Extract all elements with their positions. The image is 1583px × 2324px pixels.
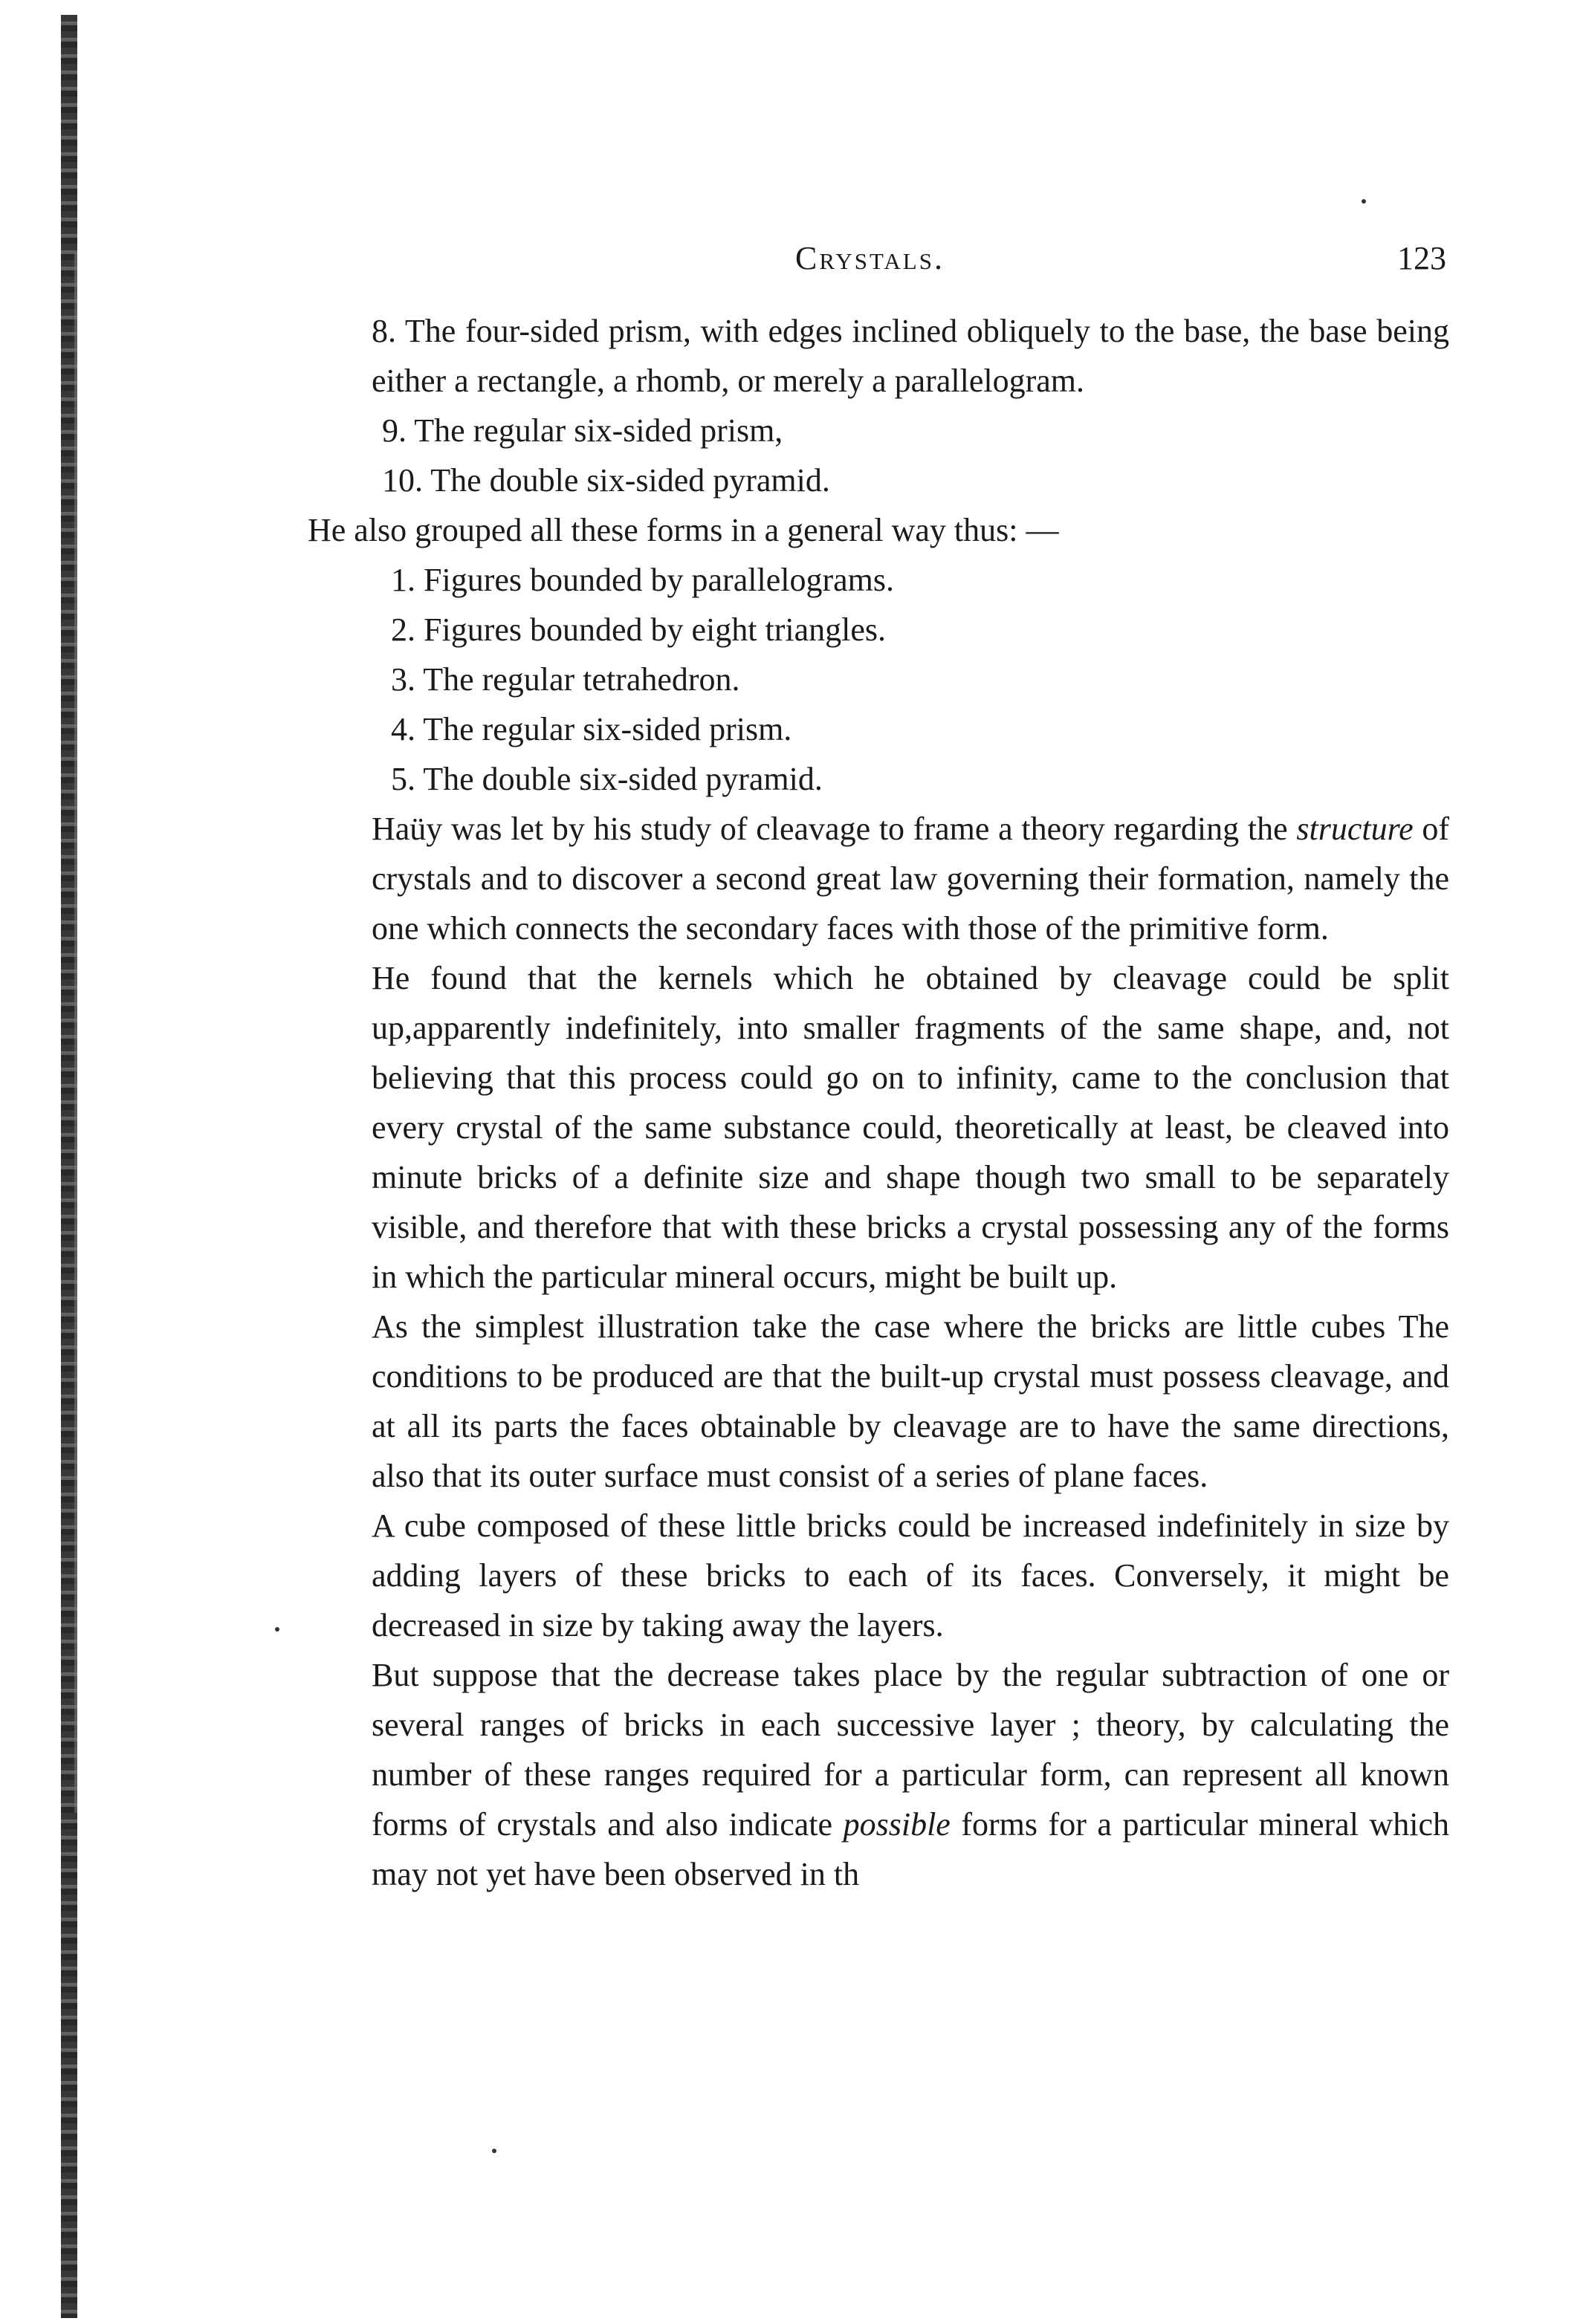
list-item-10: 10. The double six-sided pyramid.	[382, 462, 830, 499]
group-list-item: 1. Figures bounded by parallelograms.	[391, 562, 894, 598]
group-list-item: 4. The regular six-sided prism.	[391, 711, 792, 747]
paragraph-kernels: He found that the kernels which he obtained by cleavage could be split up,apparently indefinitely, into smaller fragments of the same shape, and, not believing that this process could go on to infinity, came to the conclusion that every crystal of the same substance could, theoretically at least, be cleaved into minute bricks of a definite size and shape though two small to be separately visible, and therefore that with these bricks a crystal possessing any of the forms in which the particular mineral occurs, might be built up.	[372, 960, 1449, 1295]
binding-shadow	[74, 253, 77, 1813]
paragraph-simplest: As the simplest illustration take the case where the bricks are little cubes The conditions to be produced are that the built-up crystal must possess cleavage, and at all its parts the faces obtainable by cleavage are to have the same directions, also that its outer surface must consist of a series of plane faces.	[372, 1308, 1449, 1494]
group-list-item: 3. The regular tetrahedron.	[391, 661, 740, 698]
scan-speck	[1362, 199, 1366, 204]
scan-speck	[492, 2149, 496, 2153]
body-text	[308, 306, 1449, 1899]
grouping-intro: He also grouped all these forms in a general way thus: —	[308, 512, 1059, 548]
list-item-8: 8. The four-sided prism, with edges inclined obliquely to the base, the base being either a rectangle, a rhomb, or merely a parallelogram.	[372, 313, 1449, 399]
running-title: Crystals.	[795, 240, 945, 276]
paragraph-suppose	[308, 1650, 1449, 1899]
running-head	[0, 239, 1583, 284]
page-number: 123	[1397, 240, 1446, 276]
list-item-9: 9. The regular six-sided prism,	[382, 412, 783, 449]
paragraph-hauy	[308, 804, 1449, 953]
text-run: of crystals and to discover a second great law governing their formation, namely the one which connects the secondary faces with those of the primitive form.	[372, 811, 1449, 947]
emphasis-possible: possible	[843, 1806, 951, 1843]
text-run: Haüy was let by his study of cleavage to frame a theory regarding the	[372, 811, 1297, 847]
group-list-item: 5. The double six-sided pyramid.	[391, 761, 823, 797]
scan-speck	[275, 1627, 279, 1632]
text-run: But suppose that the decrease takes place by the regular subtraction of one or several ranges of bricks in each successive layer ; theory, by calculating the number of these ranges required for a particular form, can represent all known forms of crystals and also indicate	[372, 1657, 1449, 1843]
group-list-item: 2. Figures bounded by eight triangles.	[391, 611, 887, 648]
emphasis-structure: structure	[1296, 811, 1414, 847]
paragraph-cube: A cube composed of these little bricks could be increased indefinitely in size by adding layers of these bricks to each of its faces. Conversely, it might be decreased in size by taking away the layers.	[372, 1507, 1449, 1643]
text-run: forms for a particular mineral which may not yet have been observed in th	[372, 1806, 1449, 1892]
